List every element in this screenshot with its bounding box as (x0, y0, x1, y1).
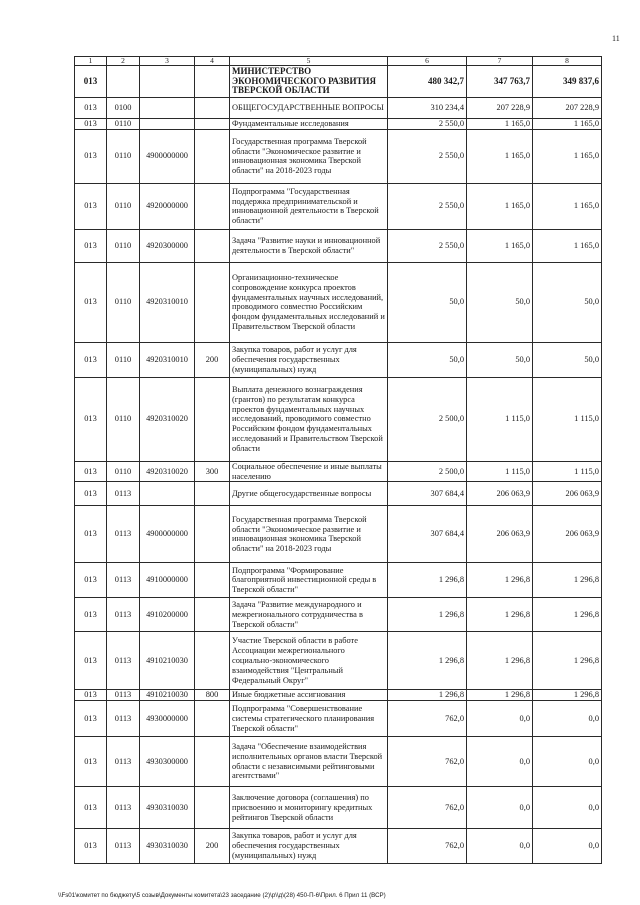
item-name-cell: Участие Тверской области в работе Ассоциации межрегионального социально-экономического взаимодействия "Центральный Федеральный Округ" (230, 632, 388, 690)
amount-col8-cell: 1 165,0 (533, 229, 602, 262)
amount-col7-cell: 1 296,8 (467, 690, 533, 701)
header-cell: 1 (75, 57, 107, 66)
item-name-cell: Задача "Обеспечение взаимодействия исполнительных органов власти Тверской области с независимыми рейтинговыми агентствами" (230, 737, 388, 787)
target-article-cell (140, 119, 195, 130)
amount-col8-cell: 206 063,9 (533, 482, 602, 506)
expense-type-cell (195, 598, 230, 632)
item-name-cell: МИНИСТЕРСТВО ЭКОНОМИЧЕСКОГО РАЗВИТИЯ ТВЕРСКОЙ ОБЛАСТИ (230, 66, 388, 98)
subsection-code-cell: 0113 (107, 563, 140, 598)
target-article-cell: 4910200000 (140, 598, 195, 632)
amount-col6-cell: 1 296,8 (388, 690, 467, 701)
subsection-code-cell: 0113 (107, 598, 140, 632)
subsection-code-cell: 0113 (107, 506, 140, 563)
target-article-cell: 4920310010 (140, 262, 195, 342)
expense-type-cell: 800 (195, 690, 230, 701)
amount-col6-cell: 762,0 (388, 737, 467, 787)
table-row (75, 119, 602, 130)
subsection-code-cell: 0110 (107, 183, 140, 229)
target-article-cell (140, 98, 195, 119)
section-code-cell: 013 (75, 461, 107, 482)
item-name-cell: Выплата денежного вознаграждения (грантов) по результатам конкурса проектов фундаментальных научных исследований, проводимого совместно Российским фондом фундаментальных исследований и Правительством Тверской области (230, 377, 388, 461)
file-path-footer: \\Fs01\комитет по бюджету\5 созыв\Документы комитета\23 заседание (2)\р\\д\(28) 450-П-6\Прил. 6 Прил 11 (ВСР) (58, 892, 386, 899)
target-article-cell: 4930000000 (140, 701, 195, 737)
amount-col7-cell: 1 165,0 (467, 229, 533, 262)
table-row (75, 737, 602, 787)
section-code-cell: 013 (75, 632, 107, 690)
amount-col6-cell: 1 296,8 (388, 632, 467, 690)
subsection-code-cell: 0110 (107, 342, 140, 377)
subsection-code-cell: 0100 (107, 98, 140, 119)
target-article-cell (140, 66, 195, 98)
expense-type-cell (195, 506, 230, 563)
amount-col7-cell: 1 115,0 (467, 461, 533, 482)
subsection-code-cell: 0110 (107, 229, 140, 262)
amount-col6-cell: 2 550,0 (388, 119, 467, 130)
section-code-cell: 013 (75, 377, 107, 461)
item-name-cell: Закупка товаров, работ и услуг для обеспечения государственных (муниципальных) нужд (230, 342, 388, 377)
amount-col8-cell: 1 115,0 (533, 377, 602, 461)
amount-col7-cell: 50,0 (467, 342, 533, 377)
amount-col7-cell: 206 063,9 (467, 506, 533, 563)
subsection-code-cell: 0113 (107, 701, 140, 737)
header-cell: 3 (140, 57, 195, 66)
section-code-cell: 013 (75, 482, 107, 506)
amount-col7-cell: 1 115,0 (467, 377, 533, 461)
target-article-cell: 4920310020 (140, 461, 195, 482)
item-name-cell: Задача "Развитие международного и межрегионального сотрудничества в Тверской области" (230, 598, 388, 632)
section-code-cell: 013 (75, 563, 107, 598)
budget-table-body (75, 57, 602, 864)
amount-col8-cell: 1 296,8 (533, 598, 602, 632)
target-article-cell: 4910210030 (140, 690, 195, 701)
table-row (75, 342, 602, 377)
amount-col6-cell: 762,0 (388, 829, 467, 864)
item-name-cell: Государственная программа Тверской области "Экономическое развитие и инновационная экономика Тверской области" на 2018-2023 годы (230, 506, 388, 563)
header-cell: 8 (533, 57, 602, 66)
expense-type-cell: 200 (195, 829, 230, 864)
section-code-cell: 013 (75, 119, 107, 130)
table-row (75, 461, 602, 482)
table-row (75, 690, 602, 701)
subsection-code-cell: 0113 (107, 482, 140, 506)
amount-col6-cell: 2 500,0 (388, 461, 467, 482)
item-name-cell: Другие общегосударственные вопросы (230, 482, 388, 506)
expense-type-cell (195, 98, 230, 119)
amount-col7-cell: 0,0 (467, 787, 533, 829)
expense-type-cell (195, 262, 230, 342)
target-article-cell: 4900000000 (140, 129, 195, 183)
target-article-cell: 4910210030 (140, 632, 195, 690)
header-cell: 5 (230, 57, 388, 66)
section-code-cell: 013 (75, 98, 107, 119)
table-row (75, 66, 602, 98)
item-name-cell: Иные бюджетные ассигнования (230, 690, 388, 701)
amount-col8-cell: 206 063,9 (533, 506, 602, 563)
amount-col8-cell: 1 296,8 (533, 632, 602, 690)
subsection-code-cell: 0113 (107, 787, 140, 829)
amount-col8-cell: 50,0 (533, 342, 602, 377)
target-article-cell: 4900000000 (140, 506, 195, 563)
amount-col7-cell: 207 228,9 (467, 98, 533, 119)
item-name-cell: Заключение договора (соглашения) по присвоению и мониторингу кредитных рейтингов Тверской области (230, 787, 388, 829)
target-article-cell (140, 482, 195, 506)
item-name-cell: Подпрограмма "Государственная поддержка предпринимательской и инновационной деятельности в Тверской области" (230, 183, 388, 229)
target-article-cell: 4920000000 (140, 183, 195, 229)
table-row (75, 701, 602, 737)
amount-col8-cell: 1 165,0 (533, 129, 602, 183)
target-article-cell: 4930310030 (140, 787, 195, 829)
subsection-code-cell: 0113 (107, 737, 140, 787)
target-article-cell: 4920310020 (140, 377, 195, 461)
amount-col7-cell: 347 763,7 (467, 66, 533, 98)
amount-col8-cell: 1 165,0 (533, 183, 602, 229)
amount-col7-cell: 0,0 (467, 737, 533, 787)
expense-type-cell (195, 787, 230, 829)
item-name-cell: Социальное обеспечение и иные выплаты населению (230, 461, 388, 482)
expense-type-cell (195, 377, 230, 461)
table-row (75, 787, 602, 829)
table-row (75, 598, 602, 632)
expense-type-cell (195, 701, 230, 737)
subsection-code-cell: 0110 (107, 262, 140, 342)
expense-type-cell (195, 129, 230, 183)
expense-type-cell (195, 563, 230, 598)
header-cell: 7 (467, 57, 533, 66)
subsection-code-cell: 0113 (107, 690, 140, 701)
subsection-code-cell: 0113 (107, 829, 140, 864)
item-name-cell: Закупка товаров, работ и услуг для обеспечения государственных (муниципальных) нужд (230, 829, 388, 864)
amount-col6-cell: 307 684,4 (388, 482, 467, 506)
amount-col7-cell: 206 063,9 (467, 482, 533, 506)
table-row (75, 829, 602, 864)
subsection-code-cell: 0113 (107, 632, 140, 690)
section-code-cell: 013 (75, 701, 107, 737)
amount-col8-cell: 50,0 (533, 262, 602, 342)
amount-col7-cell: 1 165,0 (467, 129, 533, 183)
amount-col7-cell: 1 296,8 (467, 598, 533, 632)
expense-type-cell (195, 183, 230, 229)
target-article-cell: 4920300000 (140, 229, 195, 262)
table-header-row (75, 57, 602, 66)
table-row (75, 482, 602, 506)
section-code-cell: 013 (75, 229, 107, 262)
header-cell: 4 (195, 57, 230, 66)
amount-col7-cell: 0,0 (467, 829, 533, 864)
amount-col8-cell: 1 115,0 (533, 461, 602, 482)
amount-col6-cell: 50,0 (388, 342, 467, 377)
section-code-cell: 013 (75, 262, 107, 342)
amount-col6-cell: 2 550,0 (388, 183, 467, 229)
target-article-cell: 4930300000 (140, 737, 195, 787)
amount-col6-cell: 310 234,4 (388, 98, 467, 119)
amount-col7-cell: 50,0 (467, 262, 533, 342)
expense-type-cell (195, 482, 230, 506)
amount-col8-cell: 0,0 (533, 701, 602, 737)
expense-type-cell: 200 (195, 342, 230, 377)
amount-col6-cell: 2 500,0 (388, 377, 467, 461)
amount-col8-cell: 0,0 (533, 829, 602, 864)
section-code-cell: 013 (75, 737, 107, 787)
section-code-cell: 013 (75, 787, 107, 829)
section-code-cell: 013 (75, 183, 107, 229)
amount-col8-cell: 1 296,8 (533, 690, 602, 701)
amount-col8-cell: 0,0 (533, 787, 602, 829)
table-row (75, 506, 602, 563)
target-article-cell: 4910000000 (140, 563, 195, 598)
amount-col8-cell: 349 837,6 (533, 66, 602, 98)
header-cell: 6 (388, 57, 467, 66)
subsection-code-cell: 0110 (107, 119, 140, 130)
expense-type-cell (195, 229, 230, 262)
amount-col6-cell: 762,0 (388, 787, 467, 829)
header-cell: 2 (107, 57, 140, 66)
amount-col7-cell: 1 296,8 (467, 632, 533, 690)
expense-type-cell (195, 66, 230, 98)
table-row (75, 229, 602, 262)
section-code-cell: 013 (75, 829, 107, 864)
table-row (75, 377, 602, 461)
item-name-cell: Подпрограмма "Формирование благоприятной инвестиционной среды в Тверской области" (230, 563, 388, 598)
target-article-cell: 4930310030 (140, 829, 195, 864)
expense-type-cell (195, 737, 230, 787)
amount-col6-cell: 2 550,0 (388, 129, 467, 183)
item-name-cell: Государственная программа Тверской области "Экономическое развитие и инновационная экономика Тверской области" на 2018-2023 годы (230, 129, 388, 183)
subsection-code-cell: 0110 (107, 461, 140, 482)
amount-col7-cell: 0,0 (467, 701, 533, 737)
table-row (75, 129, 602, 183)
target-article-cell: 4920310010 (140, 342, 195, 377)
section-code-cell: 013 (75, 129, 107, 183)
table-row (75, 262, 602, 342)
amount-col6-cell: 1 296,8 (388, 598, 467, 632)
table-row (75, 563, 602, 598)
section-code-cell: 013 (75, 66, 107, 98)
item-name-cell: Организационно-техническое сопровождение конкурса проектов фундаментальных научных исследований, проводимого совместно Российским фондом фундаментальных исследований и Правительством Тверской области (230, 262, 388, 342)
amount-col7-cell: 1 296,8 (467, 563, 533, 598)
amount-col7-cell: 1 165,0 (467, 119, 533, 130)
amount-col6-cell: 307 684,4 (388, 506, 467, 563)
table-row (75, 183, 602, 229)
amount-col8-cell: 1 296,8 (533, 563, 602, 598)
amount-col8-cell: 0,0 (533, 737, 602, 787)
section-code-cell: 013 (75, 506, 107, 563)
amount-col6-cell: 762,0 (388, 701, 467, 737)
subsection-code-cell: 0110 (107, 129, 140, 183)
amount-col6-cell: 2 550,0 (388, 229, 467, 262)
subsection-code-cell (107, 66, 140, 98)
amount-col7-cell: 1 165,0 (467, 183, 533, 229)
item-name-cell: Подпрограмма "Совершенствование системы стратегического планирования Тверской области" (230, 701, 388, 737)
expense-type-cell (195, 119, 230, 130)
section-code-cell: 013 (75, 690, 107, 701)
page-number: 11 (612, 34, 620, 43)
expense-type-cell (195, 632, 230, 690)
amount-col8-cell: 1 165,0 (533, 119, 602, 130)
amount-col8-cell: 207 228,9 (533, 98, 602, 119)
section-code-cell: 013 (75, 598, 107, 632)
item-name-cell: Фундаментальные исследования (230, 119, 388, 130)
amount-col6-cell: 1 296,8 (388, 563, 467, 598)
budget-table (74, 56, 602, 864)
table-row (75, 632, 602, 690)
amount-col6-cell: 480 342,7 (388, 66, 467, 98)
expense-type-cell: 300 (195, 461, 230, 482)
item-name-cell: ОБЩЕГОСУДАРСТВЕННЫЕ ВОПРОСЫ (230, 98, 388, 119)
item-name-cell: Задача "Развитие науки и инновационной деятельности в Тверской области" (230, 229, 388, 262)
amount-col6-cell: 50,0 (388, 262, 467, 342)
section-code-cell: 013 (75, 342, 107, 377)
table-row (75, 98, 602, 119)
subsection-code-cell: 0110 (107, 377, 140, 461)
